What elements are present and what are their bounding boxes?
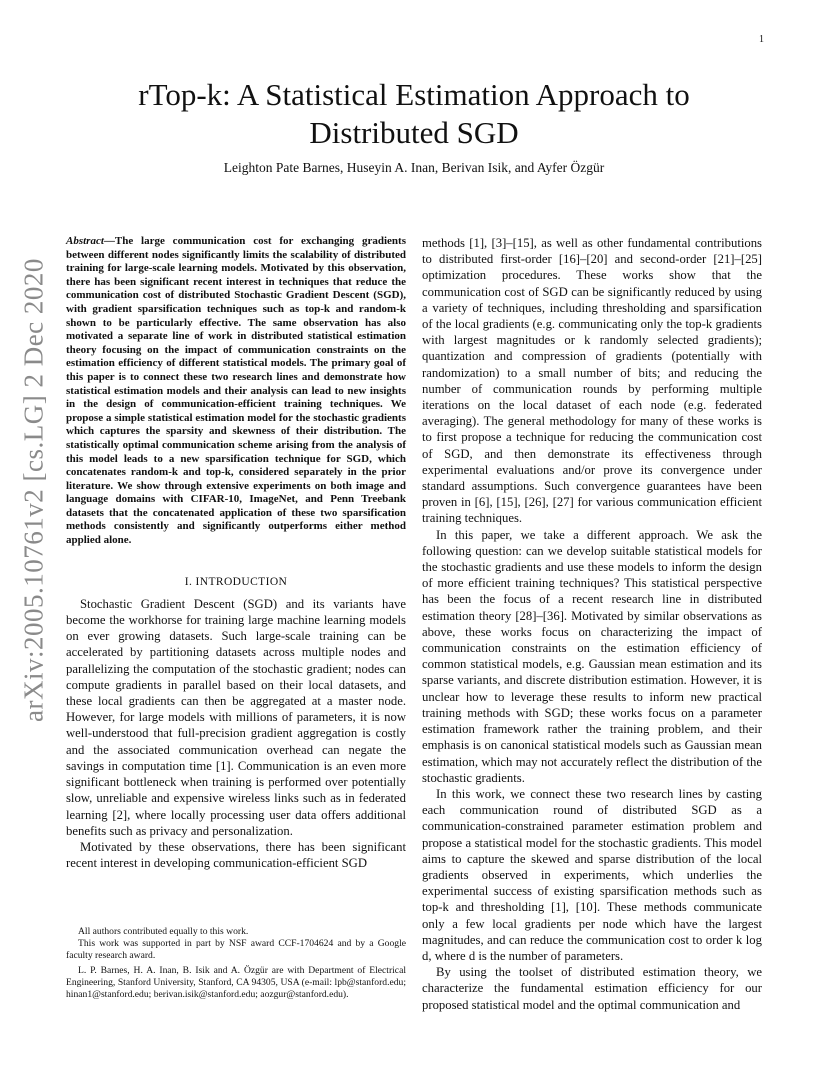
author-list: Leighton Pate Barnes, Huseyin A. Inan, Berivan Isik, and Ayfer Özgür: [223, 160, 605, 175]
intro-paragraph-1: Stochastic Gradient Descent (SGD) and its variants have become the workhorse for training large machine learning models on ever growing datasets. Such large-scale training can be accelerated by partitioning datasets across multiple nodes and parallelizing the computation of the stochastic gradient; nodes can compute gradients in parallel based on their local datasets, and these local gradients can then be aggregated at a master node. However, for large models with millions of parameters, it is now well-understood that full-precision gradient aggregation is costly and the associated communication overhead can negate the savings in computation time [1]. Communication is an even more significant bottleneck when training is performed over potentially slow, unreliable and expensive wireless links such as in federated learning [2], where locally processing user data offers additional benefits such as privacy and personalization.: [66, 596, 406, 838]
right-paragraph-3: In this work, we connect these two research lines by casting each communication round of distributed SGD as a communication-constrained parameter estimation problem and propose a statistical model for the stochastic gradients. This model aims to capture the skewed and sparse distribution of the local gradients observed in experiments, which underlies the experimental success of existing sparsification methods such as top-k and thresholding [1], [10]. These methods communicate only a few local gradients per node which have the largest magnitudes, and can reduce the communication cost to order k log d, where d is the number of parameters.: [422, 786, 762, 963]
footnotes: [66, 926, 406, 1001]
right-paragraph-1: methods [1], [3]–[15], as well as other fundamental contributions to distributed first-order [16]–[20] and second-order [21]–[25] optimization procedures. These works show that the communication cost of SGD can be significantly reduced by using a variety of techniques, including thresholding and sparsification of the local gradients (e.g. communicating only the top-k gradients with largest magnitudes or k randomly selected gradients); quantization and compression of gradients (potentially with randomization) to a small number of bits; and reducing the number of communication rounds by performing multiple iterations on the local dataset of each node (e.g. federated averaging). The general methodology for many of these works is to first propose a technique for reducing the communication cost of SGD, and then demonstrate its effectiveness through experimental evaluations and/or prove its convergence under standard assumptions. Such convergence guarantees have been proven in [6], [15], [26], [27] for various communication efficient training techniques.: [422, 236, 762, 526]
footnote-equal-contribution: All authors contributed equally to this work.: [78, 926, 249, 937]
paper-title: [70, 76, 758, 152]
section-heading: I. INTRODUCTION: [184, 575, 288, 588]
title-line-2: Distributed SGD: [309, 115, 519, 150]
footnote-funding: This work was supported in part by NSF award CCF-1704624 and by a Google faculty research award.: [66, 938, 406, 962]
left-column: [66, 235, 406, 871]
title-line-1: rTop-k: A Statistical Estimation Approach to: [138, 77, 690, 112]
arxiv-stamp: arXiv:2005.10761v2 [cs.LG] 2 Dec 2020: [18, 258, 49, 722]
right-paragraph-2: In this paper, we take a different approach. We ask the following question: can we develop suitable statistical models for the stochastic gradients and use these models to inform the design of more efficient training techniques? This statistical perspective has been the focus of a recent research line in distributed estimation theory [28]–[36]. Motivated by similar observations as above, these works focus on characterizing the impact of communication constraints on the estimation efficiency of common statistical models, e.g. Gaussian mean estimation and its sparse variants, and discrete distribution estimation. However, it is unclear how to leverage these results to inform new practical training methods with SGD; these works focus on a parameter estimation framework rather the training problem, and their emphasis is on canonical statistical models such as Gaussian mean estimation, which may not accurately reflect the distribution of the stochastic gradients.: [422, 527, 762, 785]
right-column: [422, 235, 762, 1013]
abstract: [66, 235, 406, 548]
abstract-label: Abstract: [66, 235, 104, 247]
footnote-affiliation: L. P. Barnes, H. A. Inan, B. Isik and A. Özgür are with Department of Electrical Engineering, Stanford University, Stanford, CA 94305, USA (e-mail: lpb@stanford.edu; hinan1@stanford.edu; berivan.isik@stanford.edu; aozgur@stanford.edu).: [66, 964, 406, 1001]
abstract-text: —The large communication cost for exchanging gradients between different nodes significantly limits the scalability of distributed training for large-scale learning models. Motivated by this observation, there has been significant recent interest in techniques that reduce the communication cost of distributed Stochastic Gradient Descent (SGD), with gradient sparsification techniques such as top-k and random-k shown to be particularly effective. The same observation has also motivated a separate line of work in distributed statistical estimation theory focusing on the impact of communication constraints on the estimation efficiency of different statistical models. The primary goal of this paper is to connect these two research lines and demonstrate how statistical estimation models and their analysis can lead to new insights in the design of communication-efficient training techniques. We propose a simple statistical estimation model for the stochastic gradients which captures the sparsity and skewness of their distribution. The statistically optimal communication scheme arising from the analysis of this model leads to a new sparsification technique for SGD, which concatenates random-k and top-k, considered separately in the prior literature. We show through extensive experiments on both image and language domains with CIFAR-10, ImageNet, and Penn Treebank datasets that the concatenated application of these two sparsification methods consistently and significantly outperforms either method applied alone.: [66, 235, 406, 547]
intro-paragraph-2: Motivated by these observations, there has been significant recent interest in developing communication-efficient SGD: [66, 839, 406, 871]
page-number: 1: [759, 34, 764, 45]
right-paragraph-4: By using the toolset of distributed estimation theory, we characterize the fundamental estimation efficiency for our proposed statistical model and the optimal communication and: [422, 965, 762, 1012]
